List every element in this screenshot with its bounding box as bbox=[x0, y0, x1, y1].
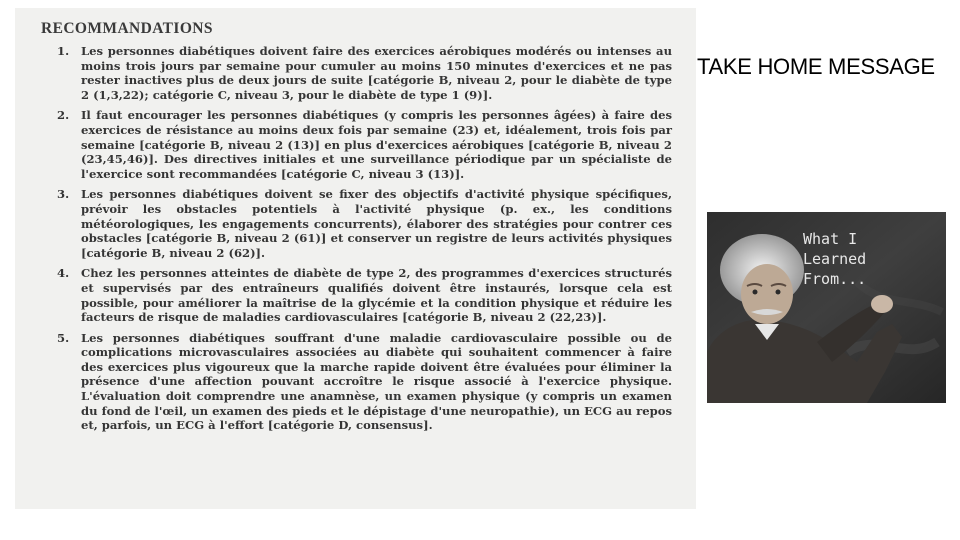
list-item bbox=[39, 108, 672, 181]
chalk-line: Learned bbox=[803, 250, 867, 268]
hand bbox=[871, 295, 893, 313]
chalk-line: What I bbox=[803, 230, 858, 248]
item-number: 5. bbox=[57, 330, 70, 345]
einstein-chalkboard-photo bbox=[707, 212, 946, 403]
item-text: Il faut encourager les personnes diabétiques (y compris les personnes âgées) à faire des exercices de résistance au moins deux fois par semaine (23) et, idéalement, trois fois par semaine [catégorie B, niveau 2 (13)] en plus d'exercices aérobiques [catégorie B, niveau 2 (23,45,46)]. Des directives initiales et une surveillance périodique par un spécialiste de l'exercice sont recommandées [catégorie C, niveau 3 (13)]. bbox=[81, 108, 672, 181]
recommendations-list bbox=[39, 44, 672, 433]
item-number: 2. bbox=[57, 108, 70, 123]
chalk-line: From... bbox=[803, 270, 867, 288]
item-number: 4. bbox=[57, 266, 70, 281]
item-text: Les personnes diabétiques souffrant d'une maladie cardiovasculaire possible ou de complications microvasculaires associées au diabète qui souhaitent commencer à faire des exercices plus vigoureux que la marche rapide doivent être évaluées pour éliminer la présence d'une affection pouvant accroître le risque associé à l'exercice physique. L'évaluation doit comprendre une anamnèse, un examen physique (y compris un examen du fond de l'œil, un examen des pieds et le dépistage d'une neuropathie), un ECG au repos et, parfois, un ECG à l'effort [catégorie D, consensus]. bbox=[81, 330, 672, 433]
item-text: Les personnes diabétiques doivent faire des exercices aérobiques modérés ou intenses au moins trois jours par semaine pour cumuler au moins 150 minutes d'exercices et ne pas rester inactives plus de deux jours de suite [catégorie B, niveau 2, pour le diabète de type 2 (1,3,22); catégorie C, niveau 3, pour le diabète de type 1 (9)]. bbox=[81, 44, 672, 102]
list-item bbox=[39, 187, 672, 260]
chalkboard-illustration bbox=[707, 212, 946, 403]
item-number: 3. bbox=[57, 187, 70, 202]
list-item bbox=[39, 266, 672, 324]
chalk-writing bbox=[803, 230, 866, 288]
recommendations-scan bbox=[15, 8, 696, 509]
list-item bbox=[39, 331, 672, 433]
list-item bbox=[39, 44, 672, 102]
item-number: 1. bbox=[57, 44, 70, 58]
item-text: Chez les personnes atteintes de diabète de type 2, des programmes d'exercices structurés et supervisés par des entraîneurs qualifiés doivent être instaurés, lorsque cela est possible, pour améliorer la maîtrise de la glycémie et la condition physique et réduire les facteurs de risque de maladies cardiovasculaires [catégorie B, niveau 2 (22,23)]. bbox=[81, 266, 672, 325]
take-home-heading: TAKE HOME MESSAGE bbox=[697, 54, 935, 79]
recommendations-title: RECOMMANDATIONS bbox=[41, 20, 213, 37]
item-text: Les personnes diabétiques doivent se fixer des objectifs d'activité physique spécifiques, prévoir les obstacles potentiels à l'activité physique (p. ex., les conditions météorologiques, les engagements concurrents), élaborer des stratégies pour contrer ces obstacles [catégorie B, niveau 2 (61)] et conserver un registre de leurs activités physiques [catégorie B, niveau 2 (62)]. bbox=[81, 187, 672, 260]
